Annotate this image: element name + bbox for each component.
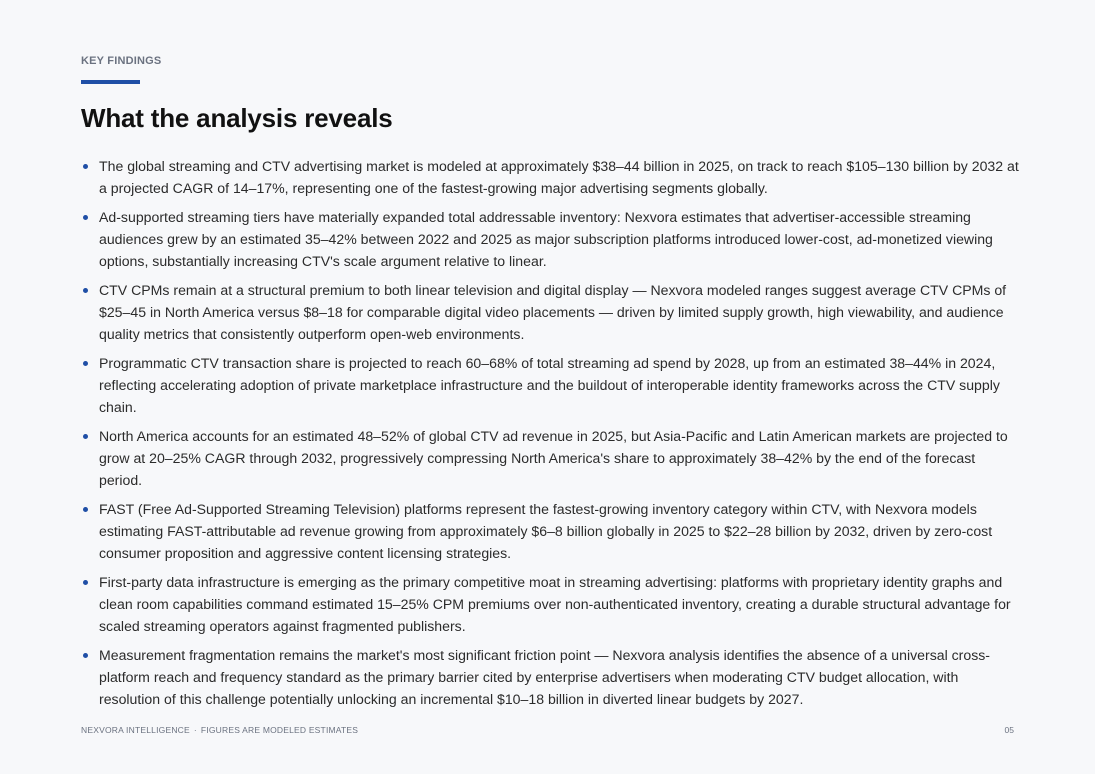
- footer-brand: NEXVORA INTELLIGENCE: [81, 725, 190, 735]
- bullet-icon: [83, 361, 88, 366]
- finding-text: CTV CPMs remain at a structural premium to both linear television and digital display — Nexvora modeled ranges suggest average CTV CPMs of $25–45 in North America versus $8–18 for comparable digital video placements — driven by limited supply growth, high viewability, and audience quality metrics that consistently outperform open-web environments.: [99, 282, 1007, 342]
- footer-separator: ·: [193, 725, 197, 735]
- bullet-icon: [83, 164, 88, 169]
- finding-item: [81, 155, 1021, 199]
- finding-item: [81, 206, 1021, 272]
- bullet-icon: [83, 653, 88, 658]
- bullet-icon: [83, 507, 88, 512]
- bullet-icon: [83, 288, 88, 293]
- finding-text: Ad-supported streaming tiers have materially expanded total addressable inventory: Nexvora estimates that advertiser-accessible streaming audiences grew by an estimated 35–42% between 2022 and 2025 as major subscription platforms introduced lower-cost, ad-monetized viewing options, substantially increasing CTV's scale argument relative to linear.: [99, 209, 993, 269]
- finding-text: First-party data infrastructure is emerging as the primary competitive moat in streaming advertising: platforms with proprietary identity graphs and clean room capabilities command estimated 15–25% CPM premiums over non-authenticated inventory, creating a durable structural advantage for scaled streaming operators against fragmented publishers.: [99, 574, 1011, 634]
- finding-item: [81, 352, 1021, 418]
- kicker-accent-rule: [81, 80, 140, 84]
- finding-text: Programmatic CTV transaction share is projected to reach 60–68% of total streaming ad spend by 2028, up from an estimated 38–44% in 2024, reflecting accelerating adoption of private marketplace infrastructure and the buildout of interoperable identity frameworks across the CTV supply chain.: [99, 355, 1000, 415]
- finding-text: FAST (Free Ad-Supported Streaming Television) platforms represent the fastest-growing inventory category within CTV, with Nexvora models estimating FAST-attributable ad revenue growing from approximately $6–8 billion globally in 2025 to $22–28 billion by 2032, driven by zero-cost consumer proposition and aggressive content licensing strategies.: [99, 501, 993, 561]
- finding-text: Measurement fragmentation remains the market's most significant friction point — Nexvora analysis identifies the absence of a universal cross-platform reach and frequency standard as the primary barrier cited by enterprise advertisers when moderating CTV budget allocation, with resolution of this challenge potentially unlocking an incremental $10–18 billion in diverted linear budgets by 2027.: [99, 647, 990, 707]
- section-kicker: KEY FINDINGS: [81, 55, 162, 67]
- finding-item: [81, 425, 1021, 491]
- page-number: 05: [1004, 725, 1014, 735]
- findings-list: [81, 155, 1021, 717]
- bullet-icon: [83, 434, 88, 439]
- finding-text: North America accounts for an estimated 48–52% of global CTV ad revenue in 2025, but Asia-Pacific and Latin American markets are projected to grow at 20–25% CAGR through 2032, progressively compressing North America's share to approximately 38–42% by the end of the forecast period.: [99, 428, 1008, 488]
- page-title: What the analysis reveals: [81, 103, 393, 133]
- bullet-icon: [83, 215, 88, 220]
- finding-item: [81, 498, 1021, 564]
- finding-item: [81, 279, 1021, 345]
- finding-item: [81, 644, 1021, 710]
- finding-text: The global streaming and CTV advertising market is modeled at approximately $38–44 billion in 2025, on track to reach $105–130 billion by 2032 at a projected CAGR of 14–17%, representing one of the fastest-growing major advertising segments globally.: [99, 158, 1019, 196]
- bullet-icon: [83, 580, 88, 585]
- footer-note: [81, 725, 358, 735]
- footer-disclaimer: FIGURES ARE MODELED ESTIMATES: [200, 725, 359, 735]
- finding-item: [81, 571, 1021, 637]
